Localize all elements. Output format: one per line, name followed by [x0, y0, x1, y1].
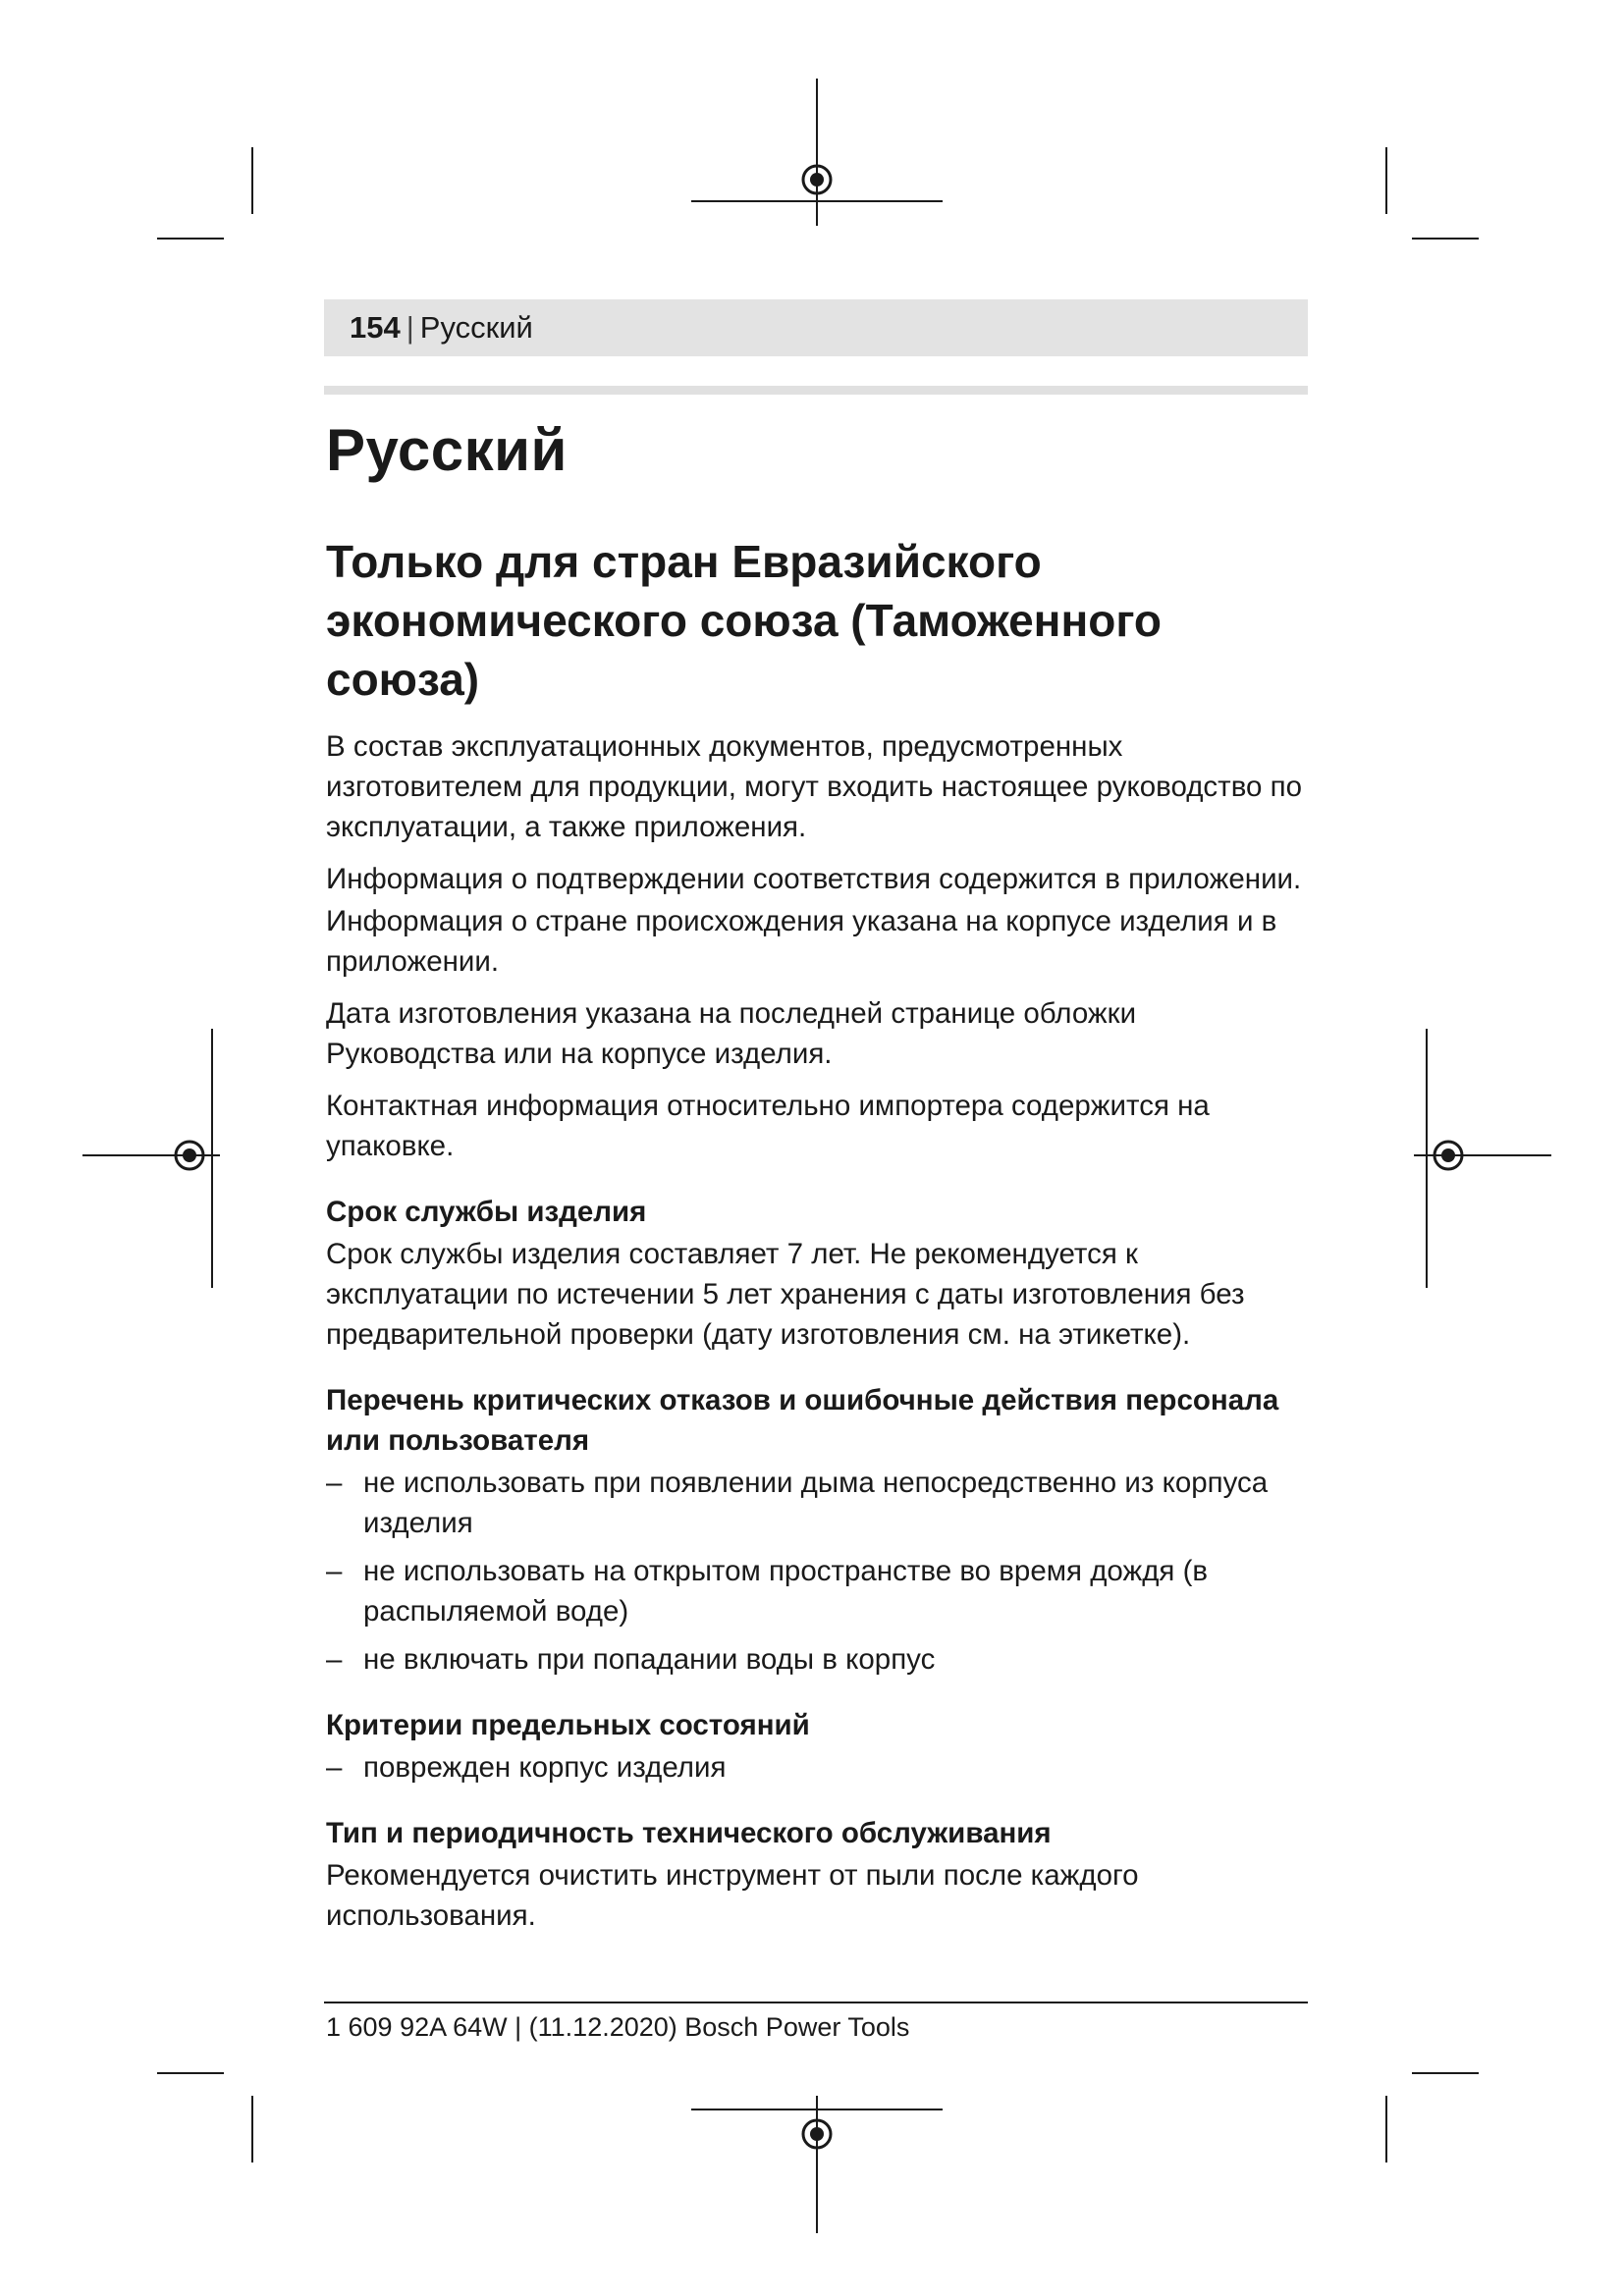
limit-states-list	[326, 1747, 1308, 1788]
crop-mark	[157, 2072, 224, 2074]
maintenance-heading: Тип и периодичность технического обслуживания	[326, 1817, 1052, 1849]
service-life-heading: Срок службы изделия	[326, 1196, 647, 1228]
page-content	[326, 410, 1308, 1948]
list-item-text: не использовать на открытом пространстве во время дождя (в распыляемой воде)	[363, 1555, 1209, 1628]
page-number: 154	[350, 310, 401, 345]
list-item	[326, 1463, 1308, 1543]
crop-mark	[1412, 2072, 1479, 2074]
dash-marker: –	[326, 1467, 343, 1499]
registration-mark-icon	[173, 1139, 206, 1172]
section-title: Только для стран Евразийского экономического союза (Таможенного союза)	[326, 536, 1162, 705]
header-separator: |	[406, 310, 414, 345]
intro-paragraph: Информация о стране происхождения указана на корпусе изделия и в приложении.	[326, 905, 1277, 978]
crop-mark	[1385, 2096, 1387, 2163]
dash-marker: –	[326, 1751, 343, 1784]
list-item	[326, 1747, 1308, 1788]
crop-mark	[251, 2096, 253, 2163]
header-language: Русский	[419, 310, 533, 345]
intro-paragraph: Дата изготовления указана на последней странице обложки Руководства или на корпусе изделия.	[326, 997, 1137, 1070]
critical-failures-list	[326, 1463, 1308, 1680]
intro-paragraph: Информация о подтверждении соответствия содержится в приложении.	[326, 863, 1302, 895]
intro-paragraph: В состав эксплуатационных документов, предусмотренных изготовителем для продукции, могут входить настоящее руководство по эксплуатации, а также приложения.	[326, 730, 1303, 843]
crop-mark	[691, 200, 943, 202]
crop-mark	[691, 2109, 943, 2110]
list-item-text: не включать при попадании воды в корпус	[363, 1643, 936, 1676]
critical-failures-heading: Перечень критических отказов и ошибочные действия персонала или пользователя	[326, 1384, 1279, 1457]
crop-mark	[211, 1029, 213, 1288]
page-header	[324, 299, 1308, 356]
list-item-text: поврежден корпус изделия	[363, 1751, 727, 1784]
list-item	[326, 1639, 1308, 1680]
service-life-text: Срок службы изделия составляет 7 лет. Не рекомендуется к эксплуатации по истечении 5 лет хранения с даты изготовления без предварительной проверки (дату изготовления см. на этикетке).	[326, 1238, 1245, 1351]
maintenance-text: Рекомендуется очистить инструмент от пыли после каждого использования.	[326, 1859, 1139, 1932]
intro-paragraph: Контактная информация относительно импортера содержится на упаковке.	[326, 1090, 1210, 1162]
footer-text: 1 609 92A 64W | (11.12.2020) Bosch Power Tools	[326, 2012, 910, 2042]
dash-marker: –	[326, 1643, 343, 1676]
limit-states-heading: Критерии предельных состояний	[326, 1709, 810, 1741]
list-item	[326, 1551, 1308, 1631]
crop-mark	[1412, 238, 1479, 240]
crop-mark	[251, 147, 253, 214]
registration-mark-icon	[800, 163, 834, 196]
list-item-text: не использовать при появлении дыма непосредственно из корпуса изделия	[363, 1467, 1269, 1539]
footer-divider	[324, 2002, 1308, 2003]
crop-mark	[157, 238, 224, 240]
registration-mark-icon	[800, 2117, 834, 2151]
crop-mark	[816, 2096, 818, 2233]
registration-mark-icon	[1432, 1139, 1465, 1172]
header-divider	[324, 386, 1308, 395]
crop-mark	[1385, 147, 1387, 214]
crop-mark	[816, 79, 818, 226]
page-title: Русский	[326, 417, 568, 483]
crop-mark	[1426, 1029, 1428, 1288]
dash-marker: –	[326, 1555, 343, 1587]
